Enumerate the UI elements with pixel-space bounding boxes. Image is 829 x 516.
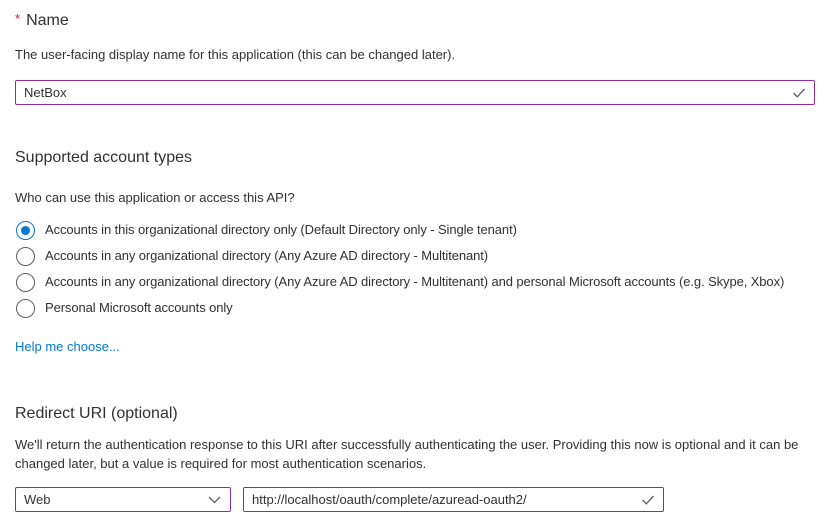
- help-me-choose-link[interactable]: Help me choose...: [15, 339, 120, 354]
- required-asterisk: *: [15, 11, 21, 26]
- radio-button: [16, 299, 35, 318]
- redirect-uri-description: We'll return the authentication response to this URI after successfully authenticating the user. Providing this now is optional and it can be changed later, but a value is required for most authentication scenarios.: [15, 437, 799, 471]
- radio-option-single-tenant[interactable]: [15, 217, 815, 243]
- redirect-uri-input-wrap: [243, 487, 664, 512]
- name-input[interactable]: [15, 80, 815, 105]
- account-types-radio-group: [15, 217, 815, 321]
- chevron-down-icon: [208, 495, 221, 504]
- radio-option-label: Personal Microsoft accounts only: [45, 300, 233, 315]
- account-types-section-title: Supported account types: [15, 149, 193, 166]
- radio-option-label: Accounts in any organizational directory (Any Azure AD directory - Multitenant) and personal Microsoft accounts (e.g. Skype, Xbox): [45, 274, 785, 289]
- radio-option-multitenant[interactable]: [15, 243, 815, 269]
- radio-option-multitenant-personal[interactable]: [15, 269, 815, 295]
- name-input-wrap: [15, 80, 815, 105]
- radio-option-label: Accounts in this organizational directory only (Default Directory only - Single tenant): [45, 222, 517, 237]
- platform-dropdown[interactable]: [15, 487, 231, 512]
- name-description: The user-facing display name for this application (this can be changed later).: [15, 47, 456, 62]
- radio-option-label: Accounts in any organizational directory (Any Azure AD directory - Multitenant): [45, 248, 488, 263]
- account-types-question: Who can use this application or access this API?: [15, 190, 295, 205]
- radio-button: [16, 273, 35, 292]
- name-section-title: [15, 8, 815, 32]
- redirect-uri-section-title: Redirect URI (optional): [15, 405, 178, 422]
- radio-button: [16, 247, 35, 266]
- radio-option-personal-only[interactable]: [15, 295, 815, 321]
- platform-dropdown-value: Web: [24, 492, 51, 507]
- radio-button: [16, 221, 35, 240]
- name-title-text: Name: [26, 12, 69, 29]
- redirect-uri-input[interactable]: [243, 487, 664, 512]
- redirect-uri-row: [15, 487, 815, 512]
